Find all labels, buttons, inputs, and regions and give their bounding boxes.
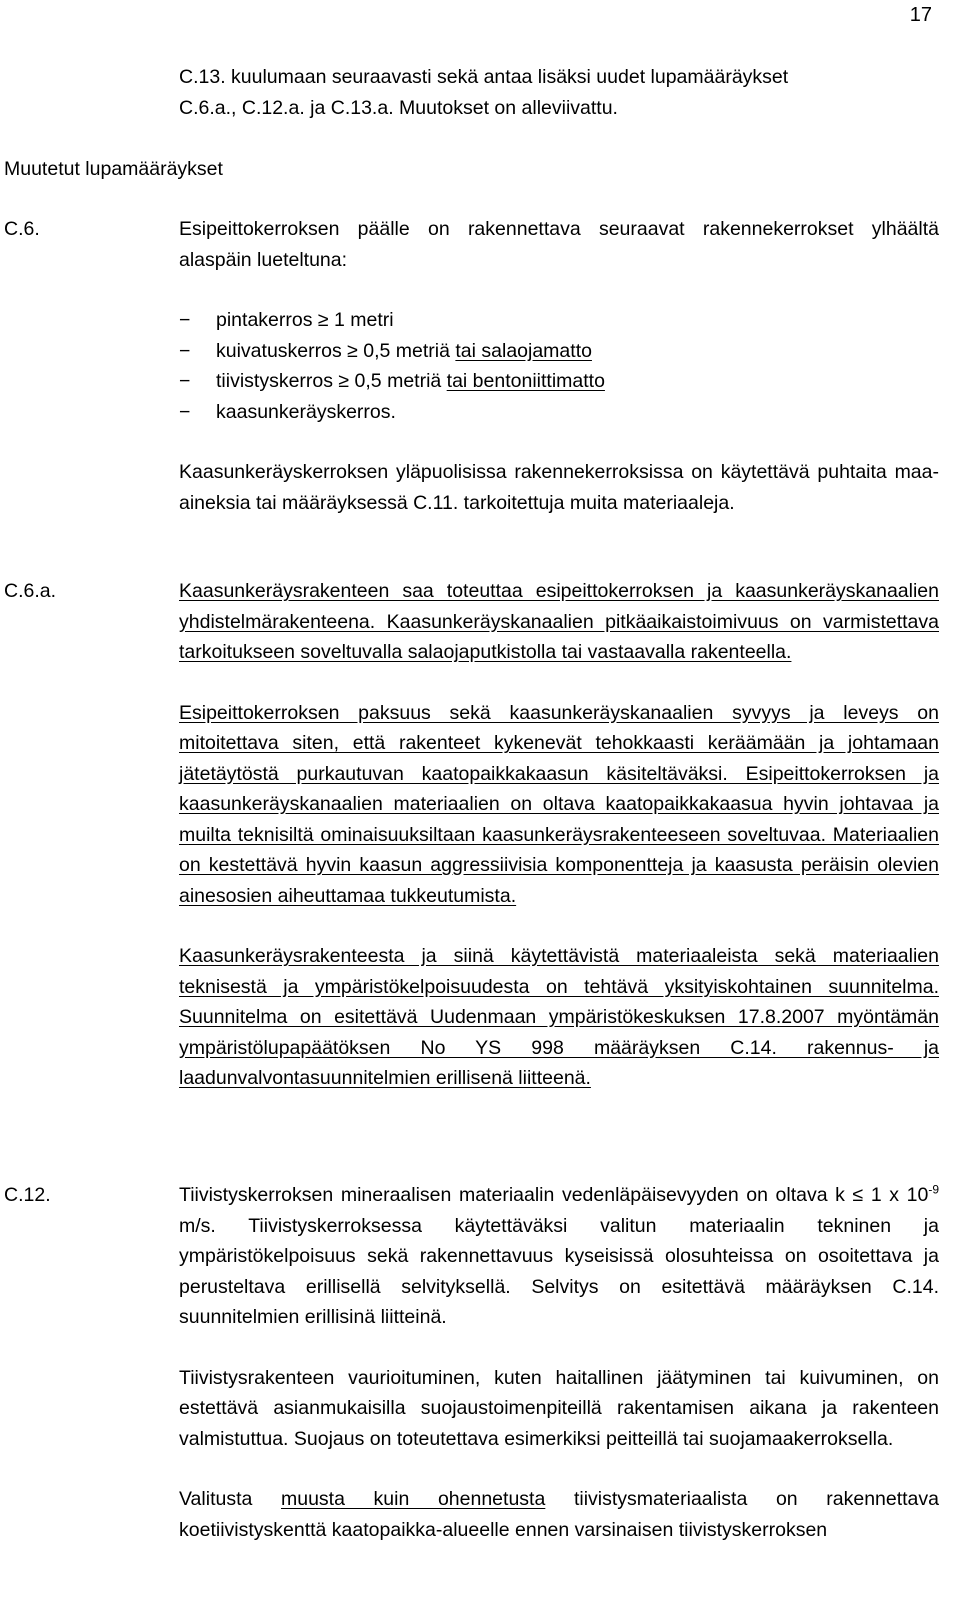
- page-number: 17: [909, 4, 932, 26]
- clause-c12: [179, 1180, 939, 1545]
- clause-label-c6: C.6.: [4, 218, 40, 240]
- clause-paragraph: Esipeittokerroksen päälle on rakennettava seuraavat rakennekerrokset ylhäältä alaspäin lueteltuna:: [179, 218, 939, 271]
- clause-paragraph: Tiivistyskerroksen mineraalisen materiaalin vedenläpäisevyyden on oltava k ≤ 1 x $10^{-9}$ m/s. Tiivistyskerroksessa käytettäväksi valitun materiaalin tekninen ja ympäristökelpoisuus sekä rakennettavuus kyseisissä olosuhteissa on osoitettava ja perusteltava erillisellä selvityksellä. Selvitys on esitettävä määräyksen C.14. suunnitelmien erillisinä liitteinä.: [179, 1182, 939, 1328]
- clause-paragraph: Kaasunkeräyskerroksen yläpuolisissa rakennekerroksissa on käytettävä puhtaita maa-aineksia tai määräyksessä C.11. tarkoitettuja muita materiaaleja.: [179, 461, 939, 514]
- layer-list: [179, 305, 939, 427]
- clause-paragraph: Kaasunkeräysrakenteesta ja siinä käytettävistä materiaaleista sekä materiaalien teknisestä ja ympäristökelpoisuudesta on tehtävä yksityiskohtainen suunnitelma. Suunnitelma on esitettävä Uudenmaan ympäristökeskuksen 17.8.2007 myöntämän ympäristölupapäätöksen No YS 998 määräyksen C.14. rakennus- ja laadunvalvontasuunnitelmien erillisenä liitteenä.: [179, 945, 939, 1089]
- intro-line: C.6.a., C.12.a. ja C.13.a. Muutokset on alleviivattu.: [179, 96, 618, 119]
- list-item: − kaasunkeräyskerros.: [179, 397, 939, 428]
- clause-label-c6a: C.6.a.: [4, 580, 57, 602]
- list-item: − pintakerros ≥ 1 metri: [179, 305, 939, 336]
- clause-c6a: [179, 576, 939, 1094]
- clause-c6: [179, 214, 939, 518]
- section-heading: Muutetut lupamääräykset: [4, 158, 223, 180]
- clause-paragraph: Valitusta muusta kuin ohennetusta tiivistysmateriaalista on rakennettava koetiivistyskenttä kaatopaikka-alueelle ennen varsinaisen tiivistyskerroksen: [179, 1488, 940, 1541]
- list-item: − tiivistyskerros ≥ 0,5 metriä tai bentoniittimatto: [179, 366, 939, 397]
- clause-paragraph: Tiivistysrakenteen vaurioituminen, kuten haitallinen jäätyminen tai kuivuminen, on estettävä asianmukaisilla suojaustoimenpiteillä rakentamisen aikana ja rakenteen valmistuttua. Suojaus on toteutettava esimerkiksi peitteillä tai suojamaakerroksella.: [179, 1366, 939, 1450]
- clause-label-c12: C.12.: [4, 1184, 51, 1206]
- clause-paragraph: Esipeittokerroksen paksuus sekä kaasunkeräyskanaalien syvyys ja leveys on mitoitettava siten, että rakenteet kykenevät tehokkaasti keräämään ja johtamaan jätetäytöstä purkautuvan kaatopaikkakaasun käsiteltäväksi. Esipeittokerroksen ja kaasunkeräyskanaalien materiaalien on oltava kaatopaikkakaasua hyvin johtavaa ja muilta teknisiltä ominaisuuksiltaan kaasunkeräysrakenteeseen soveltuvaa. Materiaalien on kestettävä hyvin kaasun aggressiivisia komponentteja ja kaasusta peräisin olevien ainesosien aiheuttamaa tukkeutumista.: [179, 701, 939, 907]
- intro-line: C.13. kuulumaan seuraavasti sekä antaa lisäksi uudet lupamääräykset: [179, 66, 789, 88]
- clause-paragraph: Kaasunkeräysrakenteen saa toteuttaa esipeittokerroksen ja kaasunkeräyskanaalien yhdistelmärakenteena. Kaasunkeräyskanaalien pitkäaikaistoimivuus on varmistettava tarkoitukseen soveltuvalla salaojaputkistolla tai vastaavalla rakenteella.: [179, 580, 939, 663]
- list-item: − kuivatuskerros ≥ 0,5 metriä tai salaojamatto: [179, 336, 939, 367]
- intro-text: [179, 62, 939, 123]
